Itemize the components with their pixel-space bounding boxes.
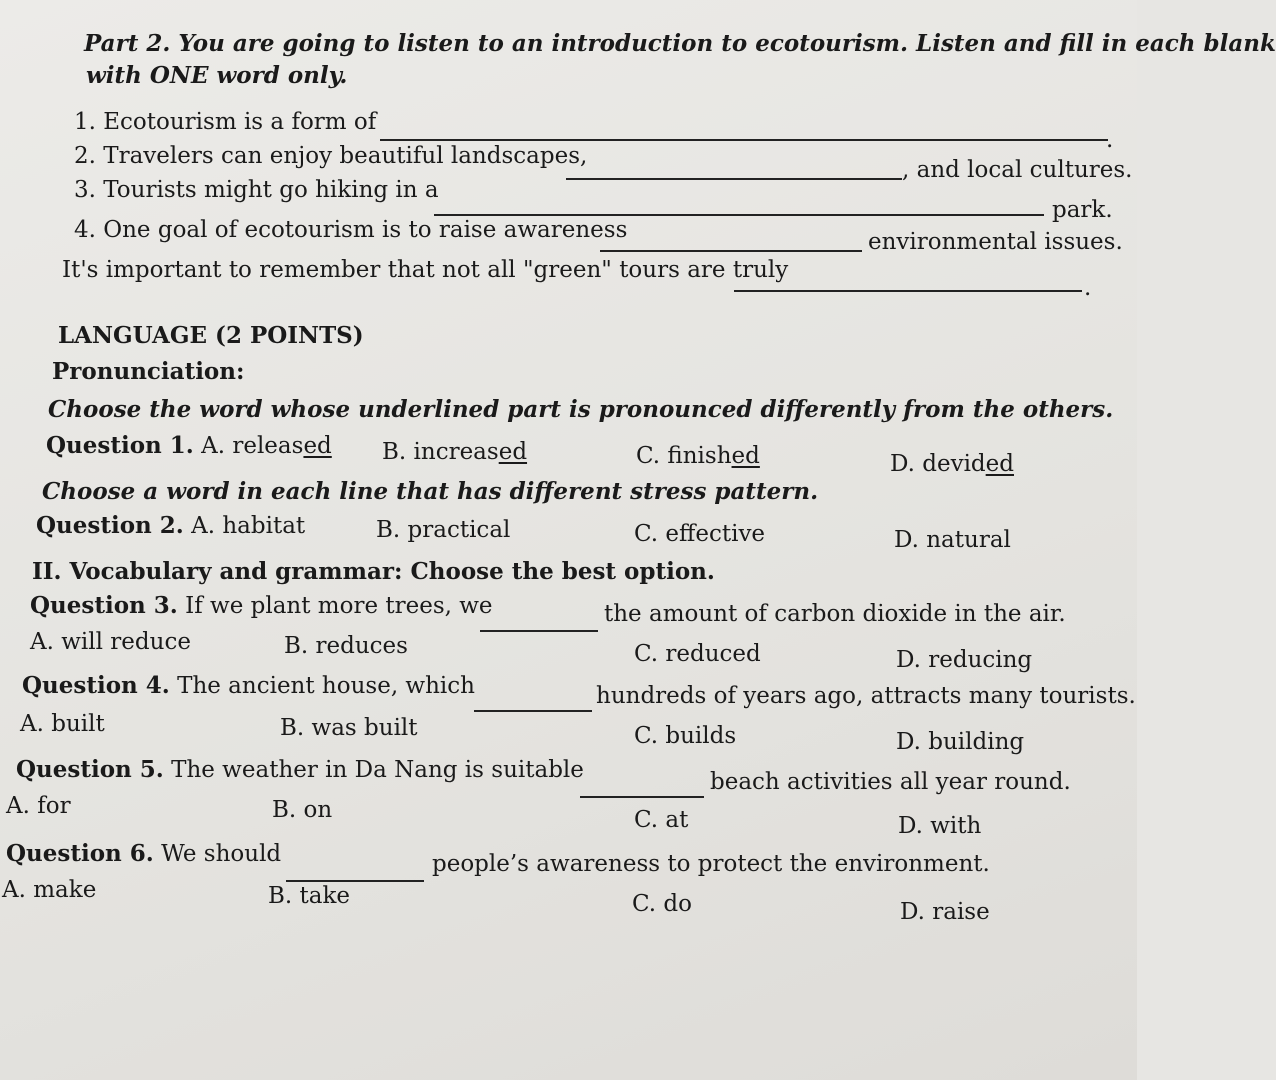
stress-instruction: Choose a word in each line that has different stress pattern. (42, 478, 819, 505)
item-2-blank[interactable] (566, 158, 902, 180)
q6-blank[interactable] (286, 860, 424, 882)
part2-heading-line1: Part 2. You are going to listen to an introduction to ecotourism. Listen and fill in each blank (84, 30, 1276, 57)
q5-text-after: beach activities all year round. (710, 769, 1071, 795)
item-1-after: . (1106, 127, 1114, 153)
q3-option-a[interactable]: A. will reduce (30, 629, 191, 655)
q5-option-b[interactable]: B. on (272, 797, 333, 823)
item-3-blank[interactable] (434, 194, 1044, 216)
pronunciation-heading: Pronunciation: (52, 358, 245, 385)
q3-blank[interactable] (480, 610, 598, 632)
q1-option-b[interactable] (382, 438, 527, 466)
vocab-heading: II. Vocabulary and grammar: Choose the best option. (32, 558, 715, 585)
q3-label: Question 3. (30, 592, 178, 619)
question-1 (46, 432, 332, 460)
item-1-text: 1. Ecotourism is a form of (74, 109, 377, 135)
q1-option-a[interactable]: A. releas (201, 433, 304, 459)
q6-option-d[interactable]: D. raise (900, 899, 990, 925)
part2-item-2: 2. Travelers can enjoy beautiful landscapes, (74, 143, 588, 169)
item-4-blank[interactable] (600, 230, 862, 252)
q6-text-before: We should (161, 841, 282, 867)
q1-option-c-text: C. finish (636, 443, 732, 469)
q4-text-before: The ancient house, which (177, 673, 475, 699)
q5-option-d[interactable]: D. with (898, 813, 982, 839)
q5-blank[interactable] (580, 776, 704, 798)
q2-option-b[interactable]: B. practical (376, 517, 511, 543)
item-5-blank[interactable] (734, 270, 1082, 292)
item-4-after: environmental issues. (868, 229, 1123, 255)
part2-item-1 (74, 108, 376, 136)
q2-option-a[interactable]: A. habitat (191, 513, 306, 539)
part2-heading-line2: with ONE word only. (86, 62, 348, 89)
q4-option-b[interactable]: B. was built (280, 715, 418, 741)
q2-label: Question 2. (36, 512, 184, 539)
question-4 (22, 672, 475, 700)
q3-text-after: the amount of carbon dioxide in the air. (604, 601, 1066, 627)
pronunciation-instruction: Choose the word whose underlined part is pronounced differently from the others. (48, 396, 1114, 423)
q4-blank[interactable] (474, 690, 592, 712)
question-2 (36, 512, 305, 540)
item-5-after: . (1084, 275, 1092, 301)
q1-option-b-underlined: ed (498, 439, 528, 465)
item-1-blank[interactable] (380, 119, 1108, 141)
q1-option-c-underlined: ed (731, 443, 760, 469)
question-3 (30, 592, 493, 620)
q6-option-b[interactable]: B. take (268, 883, 351, 909)
q4-option-d[interactable]: D. building (896, 729, 1025, 755)
q2-option-c[interactable]: C. effective (634, 521, 766, 547)
q3-option-d[interactable]: D. reducing (896, 647, 1033, 673)
q5-text-before: The weather in Da Nang is suitable (171, 757, 584, 783)
item-2-after: , and local cultures. (902, 157, 1133, 183)
item-3-after: park. (1052, 197, 1113, 223)
question-6 (6, 840, 281, 868)
q6-text-after: people’s awareness to protect the environment. (432, 851, 990, 877)
q5-option-c[interactable]: C. at (634, 807, 689, 833)
q1-option-d-text: D. devid (890, 451, 986, 477)
q4-text-after: hundreds of years ago, attracts many tourists. (596, 683, 1136, 709)
q1-option-d[interactable] (890, 450, 1014, 478)
q1-label: Question 1. (46, 432, 194, 459)
q3-option-c[interactable]: C. reduced (634, 641, 761, 667)
q5-label: Question 5. (16, 756, 164, 783)
q3-text-before: If we plant more trees, we (185, 593, 493, 619)
part2-item-3: 3. Tourists might go hiking in a (74, 177, 439, 203)
part2-item-4: 4. One goal of ecotourism is to raise awareness (74, 217, 628, 243)
q6-option-c[interactable]: C. do (632, 891, 692, 917)
q1-option-b-text: B. increas (382, 439, 499, 465)
q6-option-a[interactable]: A. make (2, 877, 97, 903)
q4-label: Question 4. (22, 672, 170, 699)
q1-option-a-underlined: ed (303, 433, 332, 459)
language-heading: LANGUAGE (2 POINTS) (58, 322, 364, 349)
q6-label: Question 6. (6, 840, 154, 867)
q2-option-d[interactable]: D. natural (894, 527, 1011, 553)
part2-item-5: It's important to remember that not all "green" tours are truly (62, 257, 789, 283)
q1-option-d-underlined: ed (985, 451, 1014, 477)
q4-option-c[interactable]: C. builds (634, 723, 737, 749)
question-5 (16, 756, 584, 784)
q5-option-a[interactable]: A. for (6, 793, 71, 819)
q4-option-a[interactable]: A. built (20, 711, 105, 737)
q3-option-b[interactable]: B. reduces (284, 633, 408, 659)
q1-option-c[interactable] (636, 442, 760, 470)
